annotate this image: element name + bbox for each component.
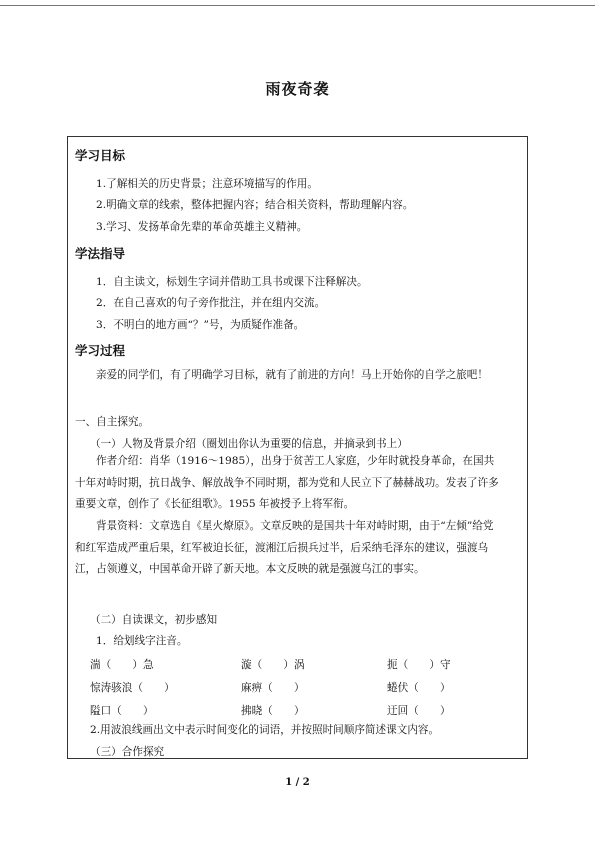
worksheet-box (67, 136, 528, 759)
method-item: 2．在自己喜欢的句子旁作批注，并在组内交流。 (96, 297, 326, 309)
task-label: 2.用波浪线画出文中表示时间变化的词语，并按照时间顺序简述课文内容。 (90, 724, 440, 736)
author-paragraph: 作者介绍：肖华（1916～1985），出身于贫苦工人家庭，少年时就投身革命，在国共十年对峙时期，抗日战争、解放战争不同时期，都为党和人民立下了赫赫战功。发表了许多重要文章，创作了《长征组歌》。1955 年被授予上将军衔。 (75, 455, 499, 510)
pinyin-blank[interactable]: 拂晓（ ） (241, 705, 305, 717)
page-title: 雨夜奇袭 (265, 80, 330, 98)
method-item: 1．自主读文，标划生字词并借助工具书或课下注释解决。 (96, 276, 368, 288)
goals-heading: 学习目标 (75, 148, 126, 163)
pinyin-blank[interactable]: 漩（ ）涡 (241, 659, 305, 671)
intro-paragraph: 亲爱的同学们，有了明确学习目标，就有了前进的方向！马上开始你的自学之旅吧！ (96, 369, 488, 381)
background-paragraph: 背景资料：文章选自《星火燎原》。文章反映的是国共十年对峙时期，由于“左倾”给党和红军造成严重后果，红军被迫长征，渡湘江后损兵过半，后采纳毛泽东的建议，强渡乌江，占领遵义，中国革命开辟了新天地。本文反映的就是强渡乌江的事实。 (75, 520, 494, 575)
methods-heading: 学法指导 (75, 246, 126, 261)
pinyin-blank[interactable]: 隘口（ ） (90, 705, 154, 717)
page-number: 1 / 2 (285, 777, 310, 788)
goal-item: 1.了解相关的历史背景；注意环境描写的作用。 (96, 178, 318, 190)
pinyin-blank[interactable]: 湍（ ）急 (90, 659, 154, 671)
subsection-heading: （二）自读课文，初步感知 (90, 614, 218, 626)
subsection-heading: （三）合作探究 (90, 746, 165, 758)
goal-item: 2.明确文章的线索，整体把握内容；结合相关资料，帮助理解内容。 (96, 199, 414, 211)
pinyin-blank[interactable]: 扼（ ）守 (387, 659, 451, 671)
process-heading: 学习过程 (75, 343, 126, 358)
pinyin-blank[interactable]: 惊涛骇浪（ ） (90, 682, 175, 694)
method-item: 3．不明白的地方画“？”号，为质疑作准备。 (96, 319, 305, 331)
goal-item: 3.学习、发扬革命先辈的革命英雄主义精神。 (96, 221, 308, 233)
subsection-heading: （一）人物及背景介绍（圈划出你认为重要的信息，并摘录到书上） (90, 438, 408, 450)
task-label: 1．给划线字注音。 (96, 635, 188, 647)
pinyin-blank[interactable]: 迂回（ ） (387, 705, 451, 717)
section-heading: 一、自主探究。 (75, 416, 150, 428)
header-rule (0, 5, 595, 6)
pinyin-blank[interactable]: 麻痹（ ） (241, 682, 305, 694)
pinyin-blank[interactable]: 蜷伏（ ） (387, 682, 451, 694)
